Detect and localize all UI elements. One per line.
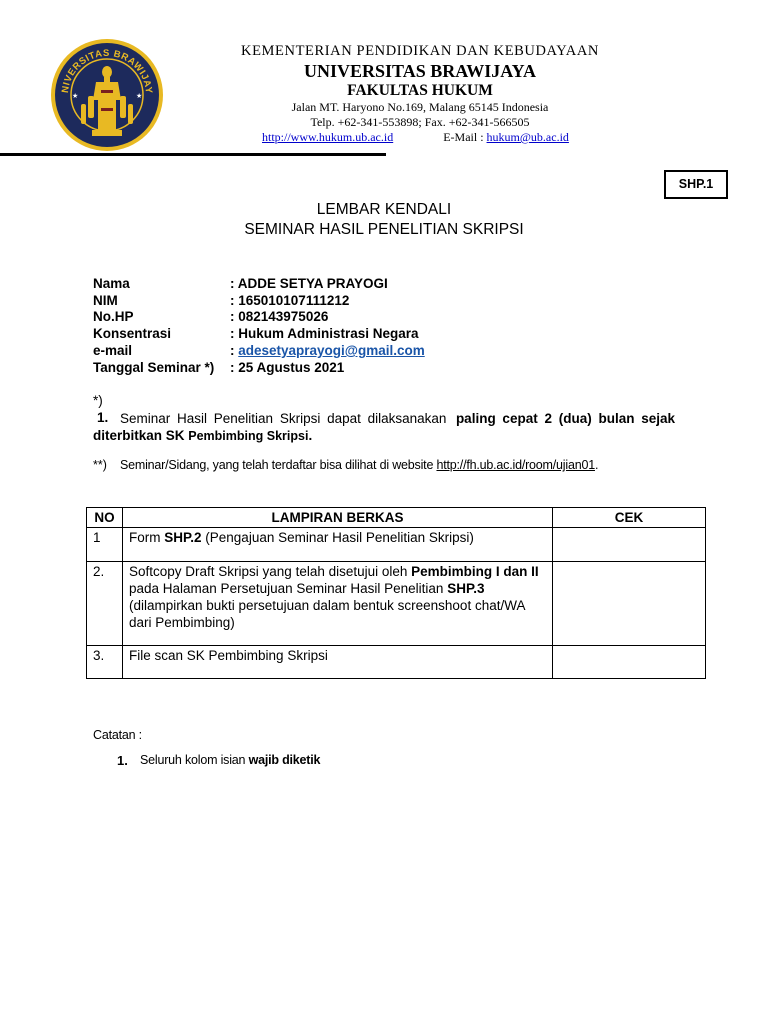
contact-line: [262, 130, 569, 145]
note1-text-d: Pembimbing Skripsi: [188, 429, 309, 443]
row-no: 1: [87, 528, 123, 562]
table-row: [87, 562, 706, 646]
note1-text-e: .: [308, 428, 313, 443]
row-cek-cell[interactable]: [553, 528, 706, 562]
row-text-bold: SHP.3: [447, 581, 485, 596]
header-no: NO: [87, 508, 123, 528]
info-label: No.HP: [93, 309, 134, 324]
form-code: SHP.1: [678, 177, 714, 191]
row-text: File scan SK Pembimbing Skripsi: [129, 648, 328, 663]
table-header-row: [87, 508, 706, 528]
catatan-bold: wajib diketik: [248, 753, 321, 767]
info-label: e-mail: [93, 343, 133, 358]
svg-text:UNIVERSITAS BRAWIJAYA: NIVERSITAS BRAWIJAY: [59, 47, 155, 94]
ministry-name: KEMENTERIAN PENDIDIKAN DAN KEBUDAYAAN: [241, 43, 599, 59]
row-text-bold: Pembimbing I dan II: [411, 564, 539, 579]
info-label: Tanggal Seminar *): [93, 360, 215, 375]
info-value: : ADDE SETYA PRAYOGI: [230, 276, 388, 291]
note1-text-a: Seminar Hasil Penelitian Skripsi dapat dilaksanakan: [120, 411, 447, 426]
svg-text:★: ★: [72, 93, 79, 100]
info-value: : 082143975026: [230, 309, 329, 324]
row-no: 3.: [87, 646, 123, 679]
row-lampiran: [123, 528, 553, 562]
title-line-1: LEMBAR KENDALI: [316, 201, 452, 218]
row-text: Form: [129, 530, 165, 545]
address: Jalan MT. Haryono No.169, Malang 65145 Indonesia: [291, 100, 549, 114]
title-line-2: SEMINAR HASIL PENELITIAN SKRIPSI: [244, 221, 524, 238]
university-logo: [48, 38, 166, 152]
info-value: : Hukum Administrasi Negara: [230, 326, 419, 341]
catatan-body: Seluruh kolom isian: [140, 753, 249, 767]
row-text: Softcopy Draft Skripsi yang telah disetujui oleh: [129, 564, 412, 579]
note-marker-double-asterisk: **): [93, 458, 107, 472]
row-text: (Pengajuan Seminar Hasil Penelitian Skripsi): [201, 530, 474, 545]
svg-text:★: ★: [136, 93, 143, 100]
university-name: UNIVERSITAS BRAWIJAYA: [304, 61, 536, 81]
info-value: : 165010107111212: [230, 293, 350, 308]
lampiran-table: [86, 507, 706, 679]
ujian-website-link[interactable]: http://fh.ub.ac.id/room/ujian01: [436, 458, 595, 472]
faculty-name: FAKULTAS HUKUM: [347, 82, 493, 99]
note1-text: [93, 410, 675, 445]
letterhead: [190, 42, 650, 130]
phone-fax: Telp. +62-341-553898; Fax. +62-341-566505: [310, 115, 530, 129]
info-value-prefix: :: [230, 343, 239, 358]
note1-text-b: paling cepat 2 (dua) bulan sejak: [455, 411, 675, 426]
header-divider: [0, 153, 386, 156]
info-label: Konsentrasi: [93, 326, 172, 341]
row-text: pada Halaman Persetujuan Seminar Hasil Penelitian: [129, 581, 448, 596]
row-lampiran: [123, 562, 553, 646]
row-cek-cell[interactable]: [553, 562, 706, 646]
row-no: 2.: [87, 562, 123, 646]
row-text: (dilampirkan bukti persetujuan dalam bentuk screenshoot chat/WA dari Pembimbing): [129, 598, 525, 630]
website-link[interactable]: http://www.hukum.ub.ac.id: [262, 130, 394, 144]
note2-body: Seminar/Sidang, yang telah terdaftar bisa dilihat di website: [120, 458, 437, 472]
form-title: [84, 200, 684, 240]
header-cek: CEK: [553, 508, 706, 528]
note2-text: [120, 458, 598, 472]
info-label: NIM: [93, 293, 118, 308]
catatan-label: Catatan :: [93, 728, 142, 742]
email-link[interactable]: hukum@ub.ac.id: [486, 130, 569, 144]
table-row: [87, 528, 706, 562]
table-row: [87, 646, 706, 679]
note2-end: .: [594, 458, 599, 472]
note1-number: 1.: [97, 410, 109, 425]
info-label: Nama: [93, 276, 130, 291]
row-text-bold: SHP.2: [164, 530, 202, 545]
catatan-text: [140, 753, 320, 767]
row-lampiran: [123, 646, 553, 679]
email-label: E-Mail :: [443, 130, 487, 144]
row-cek-cell[interactable]: [553, 646, 706, 679]
info-value: : 25 Agustus 2021: [230, 360, 345, 375]
catatan-number: 1.: [117, 753, 128, 768]
form-code-box: [664, 170, 728, 199]
header-lampiran: LAMPIRAN BERKAS: [123, 508, 553, 528]
note-marker-asterisk: *): [93, 393, 103, 408]
student-email-link[interactable]: adesetyaprayogi@gmail.com: [238, 343, 425, 358]
note1-text-c: diterbitkan SK: [93, 428, 189, 443]
